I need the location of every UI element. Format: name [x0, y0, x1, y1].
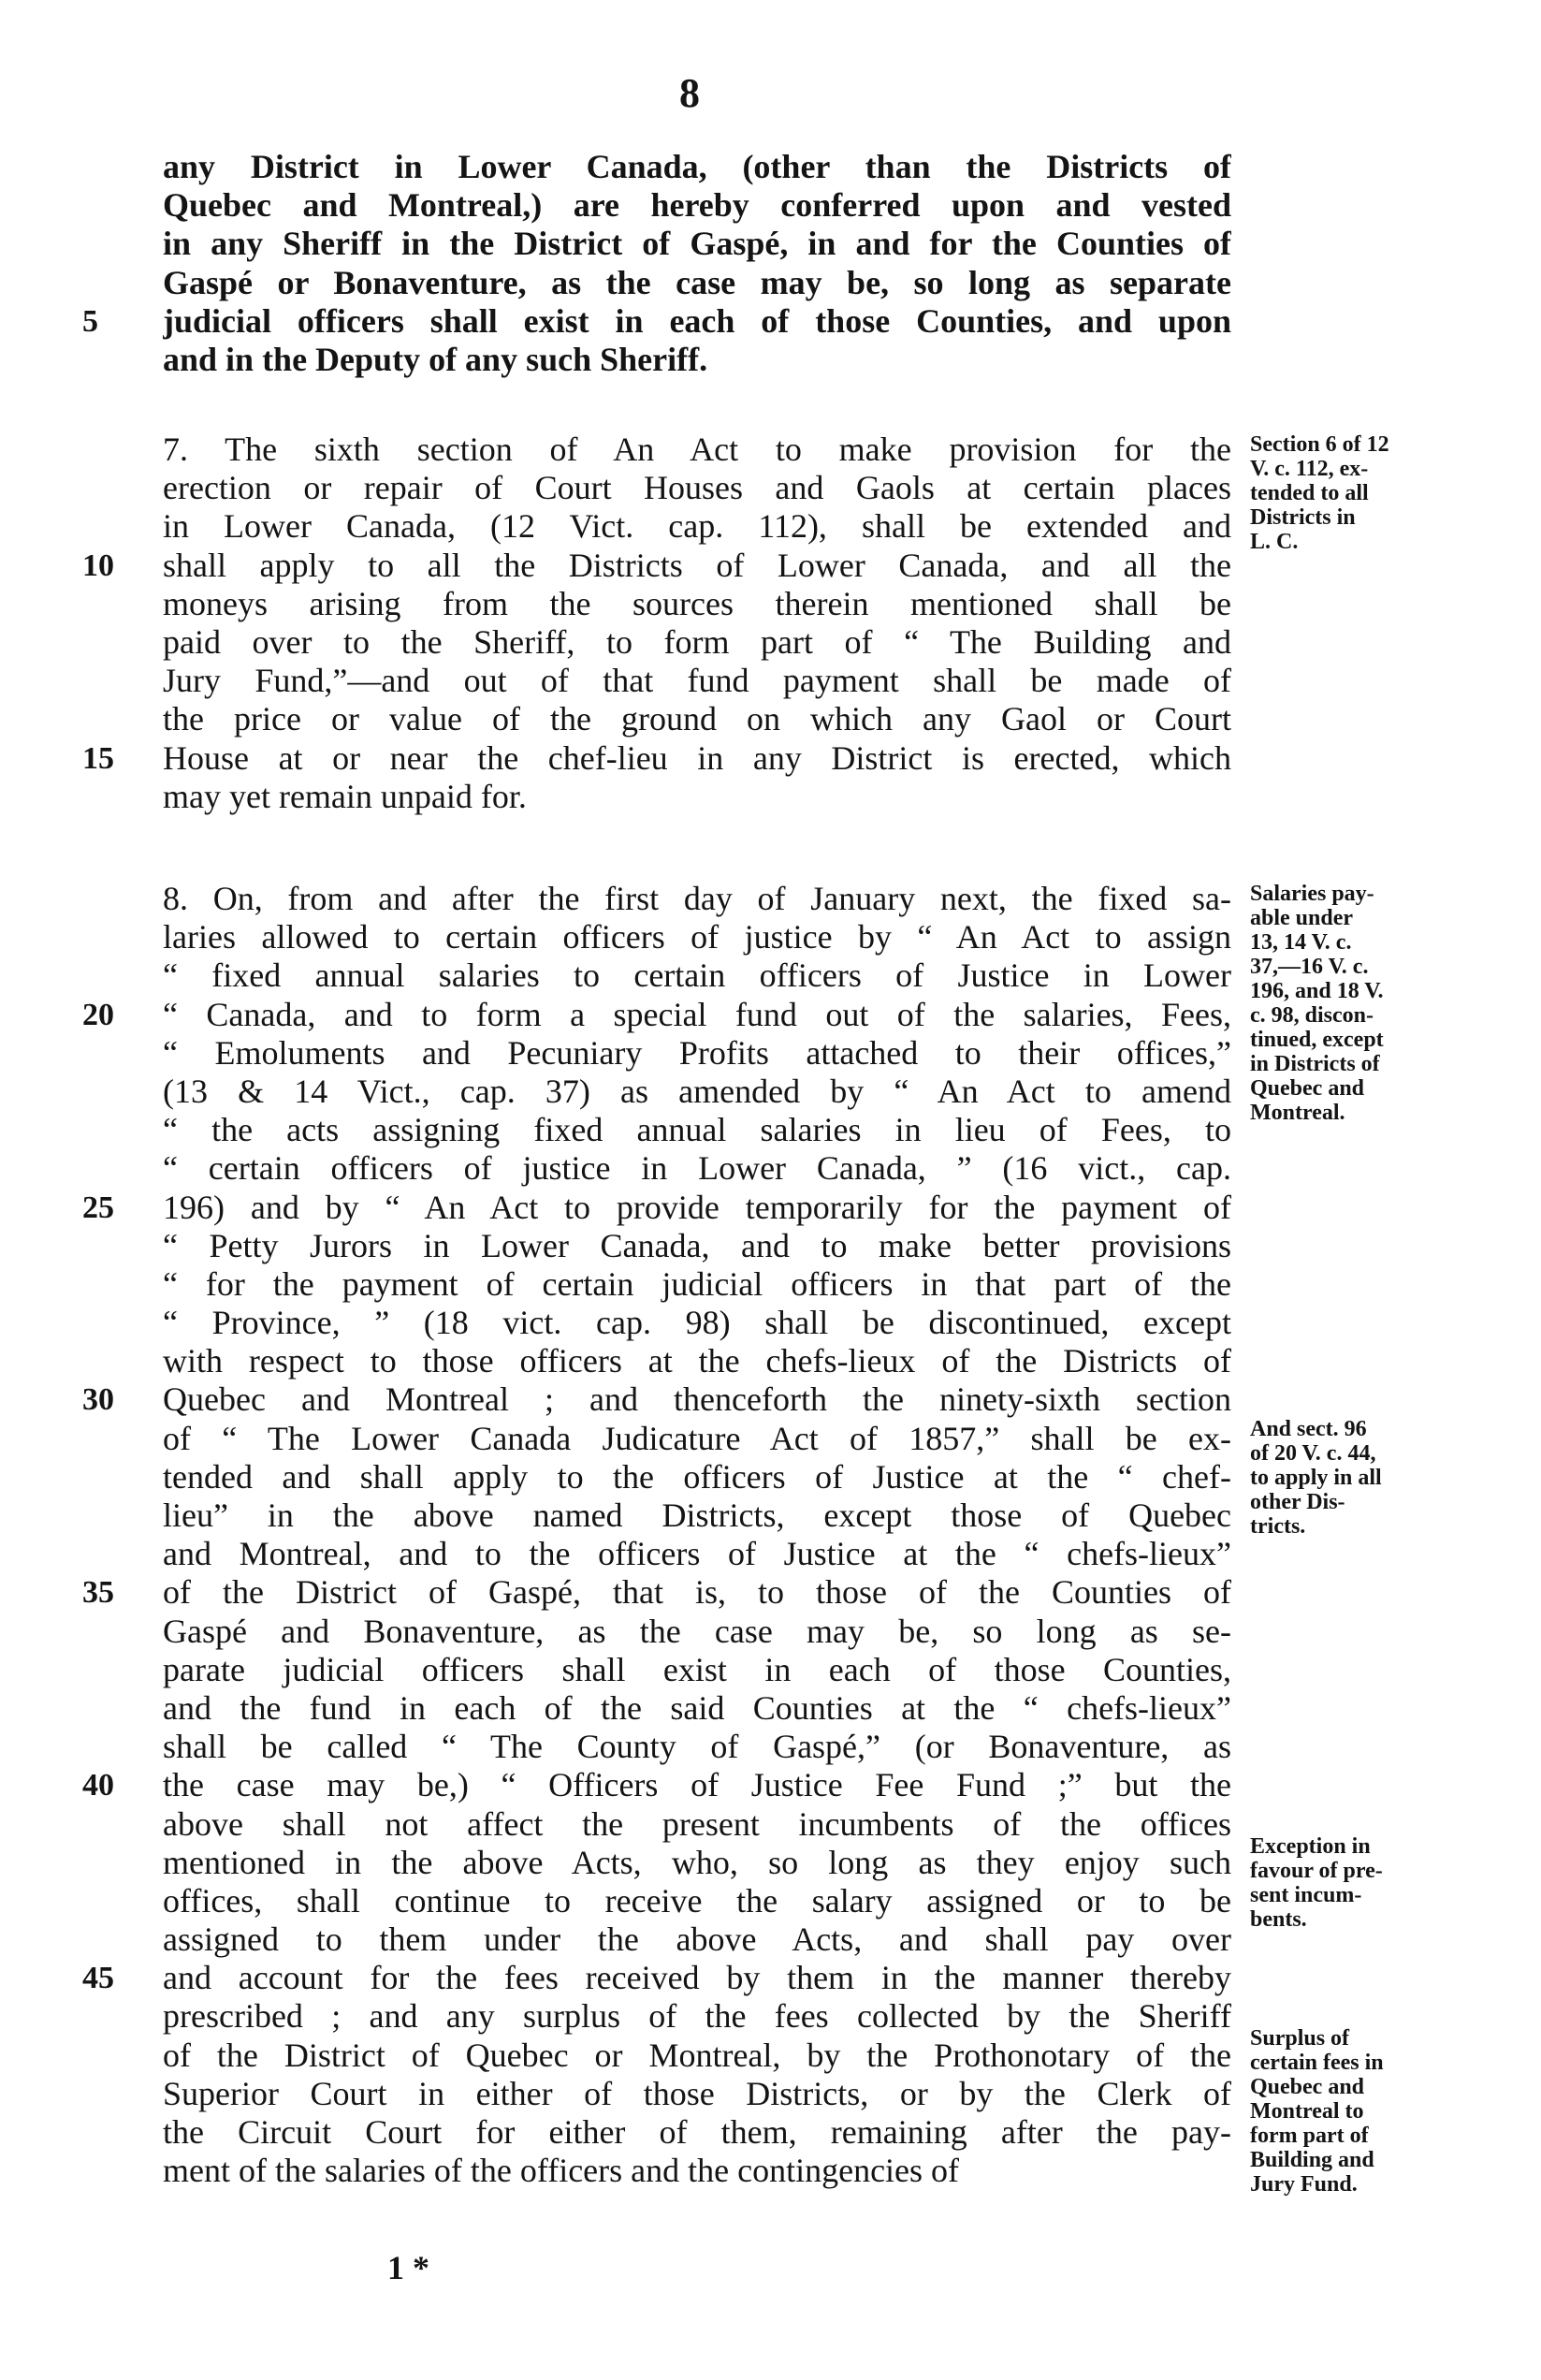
line-text: prescribed ; and any surplus of the fees collected by the Sheriff	[163, 1997, 1231, 2036]
line-text: ment of the salaries of the officers and the contingencies of	[163, 2152, 960, 2190]
margin-note-line: 196, and 18 V.	[1250, 979, 1384, 1003]
line-text: Quebec and Montreal ; and thenceforth the ninety-sixth section	[163, 1380, 1231, 1419]
line-text: erection or repair of Court Houses and Gaols at certain places	[163, 469, 1231, 507]
margin-note-line: Building and	[1250, 2148, 1374, 2172]
margin-note-line: Montreal to	[1250, 2099, 1364, 2124]
line-text: offices, shall continue to receive the salary assigned or to be	[163, 1881, 1231, 1920]
text-line	[0, 302, 1541, 341]
margin-note-section-6	[1250, 432, 1531, 554]
line-number: 35	[82, 1575, 114, 1611]
text-line	[0, 1728, 1541, 1766]
text-line	[0, 225, 1541, 263]
margin-note-surplus	[1250, 2026, 1531, 2197]
line-text: judicial officers shall exist in each of those Counties, and upon	[163, 301, 1231, 340]
line-text: and Montreal, and to the officers of Justice at the “ chefs-lieux”	[163, 1535, 1231, 1573]
line-number: 15	[82, 740, 114, 776]
line-text: “ Canada, and to form a special fund out of the salaries, Fees,	[163, 995, 1231, 1033]
line-text: “ certain officers of justice in Lower Canada, ” (16 vict., cap.	[163, 1149, 1231, 1188]
line-number: 10	[82, 548, 114, 583]
line-text: the price or value of the ground on which any Gaol or Court	[163, 700, 1231, 738]
margin-note-line: tricts.	[1250, 1514, 1306, 1539]
line-text: “ fixed annual salaries to certain officers of Justice in Lower	[163, 956, 1231, 995]
text-line	[0, 1304, 1541, 1342]
line-text: any District in Lower Canada, (other than the Districts of	[163, 148, 1231, 185]
line-number: 25	[82, 1190, 114, 1225]
line-text: “ for the payment of certain judicial officers in that part of the	[163, 1264, 1231, 1303]
margin-note-line: Surplus of	[1250, 2026, 1350, 2051]
margin-note-line: able under	[1250, 906, 1354, 930]
line-text: “ Petty Jurors in Lower Canada, and to make better provisions	[163, 1226, 1231, 1264]
line-text: the Circuit Court for either of them, remaining after the pay-	[163, 2113, 1231, 2151]
margin-note-salaries	[1250, 882, 1531, 1125]
line-text: moneys arising from the sources therein mentioned shall be	[163, 584, 1231, 622]
margin-note-line: 13, 14 V. c.	[1250, 930, 1352, 955]
text-line	[0, 148, 1541, 186]
line-text: laries allowed to certain officers of justice by “ An Act to assign	[163, 918, 1231, 956]
margin-note-line: And sect. 96	[1250, 1417, 1367, 1441]
text-line	[0, 1535, 1541, 1573]
line-text: Jury Fund,”—and out of that fund payment shall be made of	[163, 662, 1231, 700]
text-line	[0, 1613, 1541, 1651]
text-line	[0, 1227, 1541, 1265]
signature-mark: 1 *	[387, 2249, 429, 2286]
line-text: House at or near the chef-lieu in any District is erected, which	[163, 738, 1231, 777]
margin-note-line: Jury Fund.	[1250, 2172, 1358, 2197]
line-text: 196) and by “ An Act to provide temporarily for the payment of	[163, 1188, 1231, 1226]
line-number: 20	[82, 997, 114, 1032]
margin-note-line: of 20 V. c. 44,	[1250, 1441, 1376, 1466]
text-line	[0, 700, 1541, 738]
margin-note-line: sent incum-	[1250, 1883, 1362, 1907]
text-line	[0, 778, 1541, 816]
margin-note-line: Section 6 of 12	[1250, 432, 1389, 457]
margin-note-line: Districts in	[1250, 505, 1356, 530]
text-line	[0, 264, 1541, 302]
line-text: “ Emoluments and Pecuniary Profits attached to their offices,”	[163, 1033, 1231, 1072]
margin-note-section-96	[1250, 1417, 1531, 1539]
line-text: Quebec and Montreal,) are hereby conferred upon and vested	[163, 186, 1231, 225]
margin-note-line: to apply in all	[1250, 1466, 1382, 1490]
line-text: Superior Court in either of those Districts, or by the Clerk of	[163, 2074, 1231, 2112]
line-text: lieu” in the above named Districts, except those of Quebec	[163, 1497, 1231, 1534]
line-text: in any Sheriff in the District of Gaspé, in and for the Counties of	[163, 225, 1231, 263]
line-number: 40	[82, 1768, 114, 1803]
text-line	[0, 623, 1541, 662]
text-line	[0, 1959, 1541, 1997]
text-line	[0, 1766, 1541, 1804]
text-line	[0, 739, 1541, 778]
margin-note-line: Montreal.	[1250, 1101, 1345, 1125]
margin-note-line: tinued, except	[1250, 1028, 1384, 1052]
line-text: may yet remain unpaid for.	[163, 777, 527, 815]
margin-note-line: Quebec and	[1250, 1076, 1365, 1101]
text-line	[0, 1265, 1541, 1304]
line-text: shall be called “ The County of Gaspé,” (or Bonaventure, as	[163, 1728, 1231, 1766]
text-line	[0, 1651, 1541, 1689]
line-text: shall apply to all the Districts of Lower Canada, and all the	[163, 546, 1231, 584]
margin-note-line: L. C.	[1250, 530, 1299, 554]
text-line	[0, 585, 1541, 623]
line-text: 7. The sixth section of An Act to make provision for the	[163, 431, 1231, 468]
line-text: in Lower Canada, (12 Vict. cap. 112), shall be extended and	[163, 507, 1231, 546]
margin-note-line: tended to all	[1250, 481, 1369, 505]
line-text: paid over to the Sheriff, to form part of “ The Building and	[163, 622, 1231, 661]
margin-note-line: bents.	[1250, 1907, 1307, 1932]
margin-note-line: certain fees in	[1250, 2051, 1384, 2075]
paragraph-continued	[0, 148, 1541, 379]
margin-note-line: form part of	[1250, 2124, 1369, 2148]
margin-note-line: favour of pre-	[1250, 1859, 1383, 1883]
line-text: and the fund in each of the said Counties at the “ chefs-lieux”	[163, 1688, 1231, 1727]
text-line	[0, 341, 1541, 379]
margin-note-line: Salaries pay-	[1250, 882, 1374, 906]
text-line	[0, 662, 1541, 700]
line-number: 5	[82, 303, 98, 339]
page-number: 8	[679, 70, 700, 116]
text-line	[0, 1573, 1541, 1612]
line-text: of the District of Quebec or Montreal, by the Prothonotary of the	[163, 2036, 1231, 2074]
line-text: Gaspé or Bonaventure, as the case may be, so long as separate	[163, 263, 1231, 301]
text-line	[0, 1380, 1541, 1419]
margin-note-line: c. 98, discon-	[1250, 1003, 1374, 1028]
text-line	[0, 1689, 1541, 1728]
margin-note-line: other Dis-	[1250, 1490, 1345, 1514]
line-text: (13 & 14 Vict., cap. 37) as amended by “ An Act to amend	[163, 1072, 1231, 1110]
line-text: and in the Deputy of any such Sheriff.	[163, 340, 708, 378]
margin-note-line: V. c. 112, ex-	[1250, 457, 1369, 481]
text-line	[0, 1342, 1541, 1380]
margin-note-line: Quebec and	[1250, 2075, 1365, 2099]
line-text: 8. On, from and after the first day of January next, the fixed sa-	[163, 880, 1231, 917]
margin-note-line: 37,—16 V. c.	[1250, 955, 1369, 979]
line-text: “ the acts assigning fixed annual salaries in lieu of Fees, to	[163, 1111, 1231, 1149]
line-text: above shall not affect the present incumbents of the offices	[163, 1804, 1231, 1843]
margin-note-line: in Districts of	[1250, 1052, 1380, 1076]
line-text: of “ The Lower Canada Judicature Act of 1857,” shall be ex-	[163, 1419, 1231, 1457]
line-text: with respect to those officers at the chefs-lieux of the Districts of	[163, 1342, 1231, 1380]
line-number: 30	[82, 1382, 114, 1418]
line-text: assigned to them under the above Acts, and shall pay over	[163, 1920, 1231, 1959]
line-text: tended and shall apply to the officers of Justice at the “ chef-	[163, 1457, 1231, 1496]
text-line	[0, 1149, 1541, 1188]
line-text: of the District of Gaspé, that is, to those of the Counties of	[163, 1573, 1231, 1612]
line-text: the case may be,) “ Officers of Justice Fee Fund ;” but the	[163, 1766, 1231, 1804]
line-text: “ Province, ” (18 vict. cap. 98) shall be discontinued, except	[163, 1304, 1231, 1342]
line-text: parate judicial officers shall exist in each of those Counties,	[163, 1650, 1231, 1688]
text-line	[0, 186, 1541, 225]
text-line	[0, 1189, 1541, 1227]
margin-note-line: Exception in	[1250, 1834, 1371, 1859]
line-text: and account for the fees received by them in the manner thereby	[163, 1959, 1231, 1997]
line-number: 45	[82, 1961, 114, 1996]
line-text: mentioned in the above Acts, who, so long as they enjoy such	[163, 1843, 1231, 1881]
margin-note-exception	[1250, 1834, 1531, 1932]
line-text: Gaspé and Bonaventure, as the case may be, so long as se-	[163, 1612, 1231, 1650]
